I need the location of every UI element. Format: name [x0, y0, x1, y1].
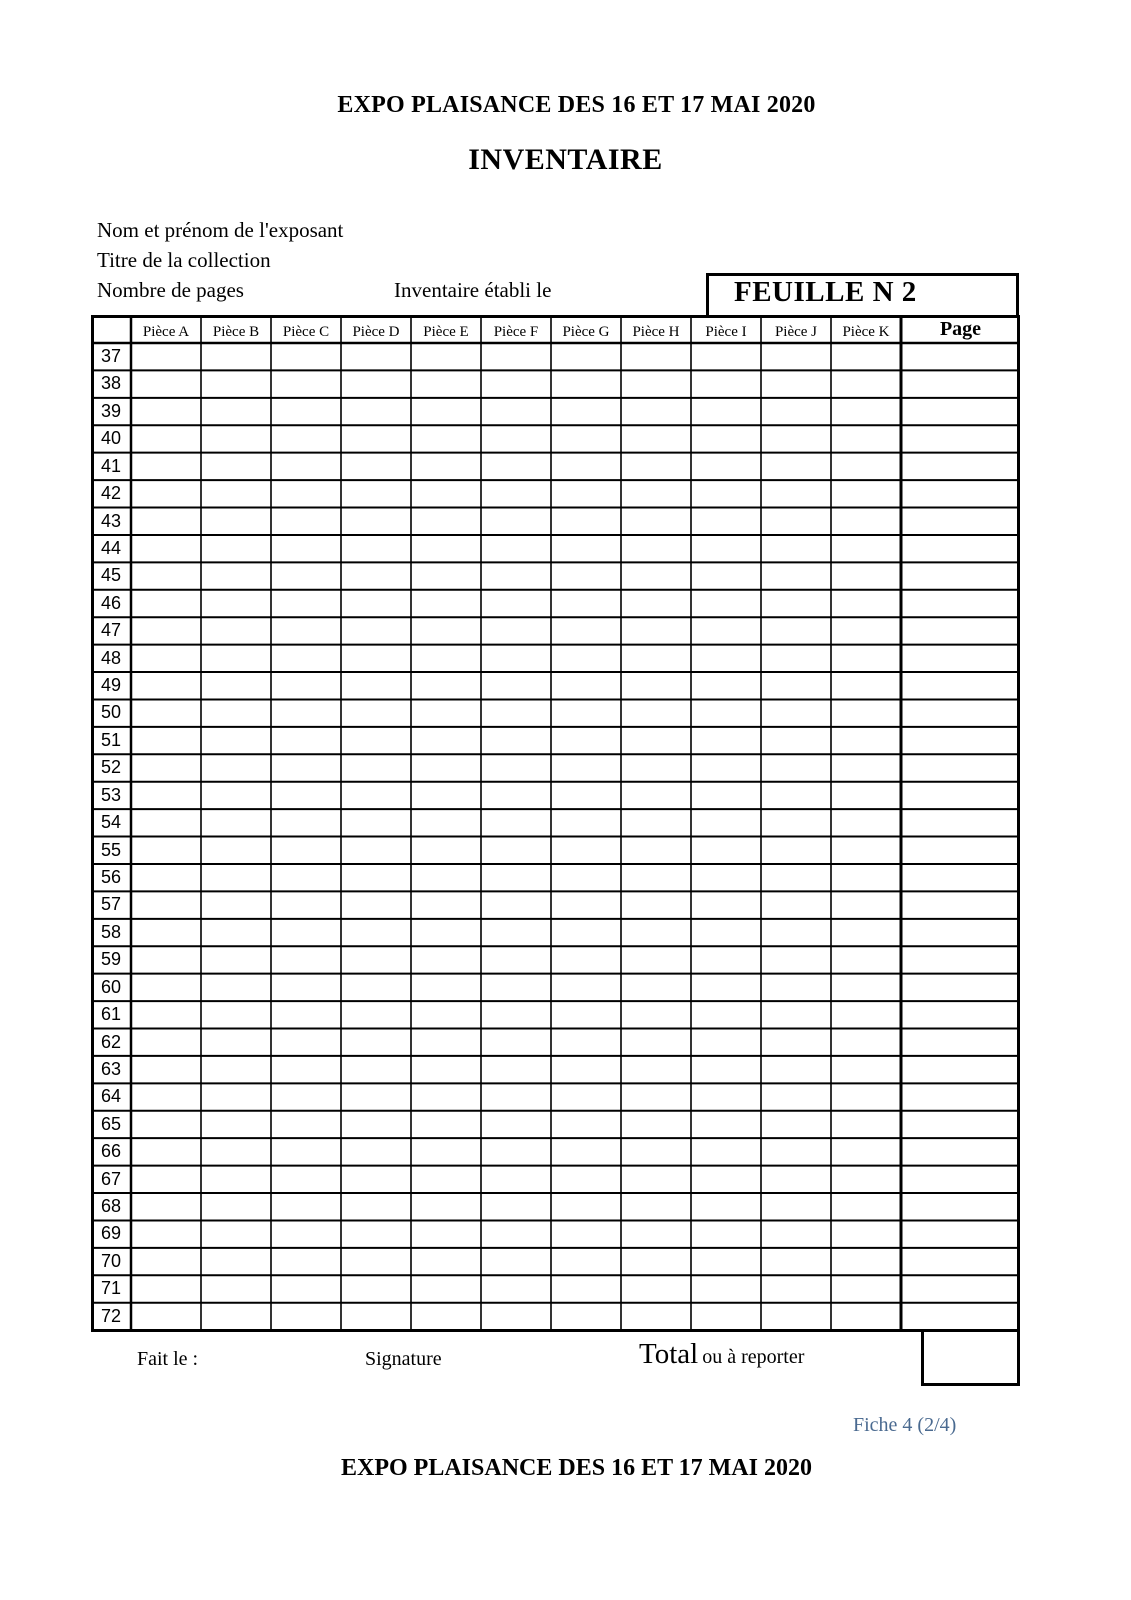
row-number: 45	[100, 565, 122, 586]
total-suffix: ou à reporter	[702, 1346, 805, 1368]
column-header: Pièce B	[212, 324, 260, 340]
inventory-date-label: Inventaire établi le	[394, 278, 552, 302]
done-on-label: Fait le :	[137, 1348, 199, 1370]
page-title: INVENTAIRE	[468, 143, 663, 176]
row-number: 43	[100, 510, 122, 531]
column-header: Pièce F	[493, 324, 539, 340]
row-number: 70	[100, 1250, 122, 1271]
exhibitor-name-label: Nom et prénom de l'exposant	[97, 218, 344, 242]
inventory-table	[91, 315, 1020, 1332]
row-number: 38	[100, 373, 122, 394]
column-header: Pièce K	[842, 324, 890, 340]
sheet-number-label: FEUILLE N 2	[734, 276, 917, 308]
row-number: 58	[100, 921, 122, 942]
row-number: 60	[100, 976, 122, 997]
row-number: 40	[100, 428, 122, 449]
row-number: 57	[100, 894, 122, 915]
row-number: 48	[100, 647, 122, 668]
row-number: 63	[100, 1058, 122, 1079]
top-banner-cropped	[0, 86, 1131, 116]
row-number: 53	[100, 784, 122, 805]
row-number: 37	[100, 346, 122, 366]
column-header: Pièce I	[705, 324, 747, 340]
row-number: 47	[100, 620, 122, 641]
row-number: 61	[100, 1004, 122, 1025]
total-box[interactable]	[921, 1330, 1020, 1386]
top-banner-text: EXPO PLAISANCE DES 16 ET 17 MAI 2020	[337, 92, 816, 116]
row-number: 44	[100, 537, 122, 558]
bottom-banner-text: EXPO PLAISANCE DES 16 ET 17 MAI 2020	[341, 1455, 812, 1481]
row-number: 72	[100, 1305, 122, 1326]
row-number: 69	[100, 1223, 122, 1244]
total-word: Total	[639, 1338, 699, 1370]
row-number: 52	[100, 757, 122, 778]
row-number: 54	[100, 812, 122, 833]
row-number: 66	[100, 1141, 122, 1162]
inventory-table-lines	[91, 315, 1020, 1332]
row-number: 71	[100, 1278, 122, 1299]
row-number: 42	[100, 483, 122, 504]
column-header: Pièce C	[282, 324, 330, 340]
row-number: 68	[100, 1196, 122, 1217]
column-header: Pièce H	[632, 324, 680, 340]
column-header: Pièce G	[562, 324, 610, 340]
row-number: 41	[100, 455, 122, 476]
row-number: 39	[100, 400, 122, 421]
collection-title-label: Titre de la collection	[97, 248, 271, 272]
row-number: 62	[100, 1031, 122, 1052]
row-number: 59	[100, 949, 122, 970]
row-number: 64	[100, 1086, 122, 1107]
row-number: 51	[100, 729, 122, 750]
column-header: Pièce D	[352, 324, 400, 340]
bottom-banner	[0, 1455, 1131, 1482]
table-border	[93, 317, 1019, 1331]
column-header: Pièce A	[142, 324, 190, 340]
row-number: 65	[100, 1113, 122, 1134]
page-count-label: Nombre de pages	[97, 278, 244, 302]
row-number: 56	[100, 866, 122, 887]
row-number: 67	[100, 1168, 122, 1189]
signature-label: Signature	[365, 1348, 442, 1370]
column-header: Pièce J	[774, 324, 818, 340]
row-number: 46	[100, 592, 122, 613]
row-number: 49	[100, 675, 122, 696]
column-header: Pièce E	[423, 324, 469, 340]
fiche-reference: Fiche 4 (2/4)	[853, 1414, 957, 1436]
total-label	[639, 1338, 804, 1371]
page-column-header: Page	[939, 318, 982, 340]
row-number: 50	[100, 702, 122, 723]
row-number: 55	[100, 839, 122, 860]
